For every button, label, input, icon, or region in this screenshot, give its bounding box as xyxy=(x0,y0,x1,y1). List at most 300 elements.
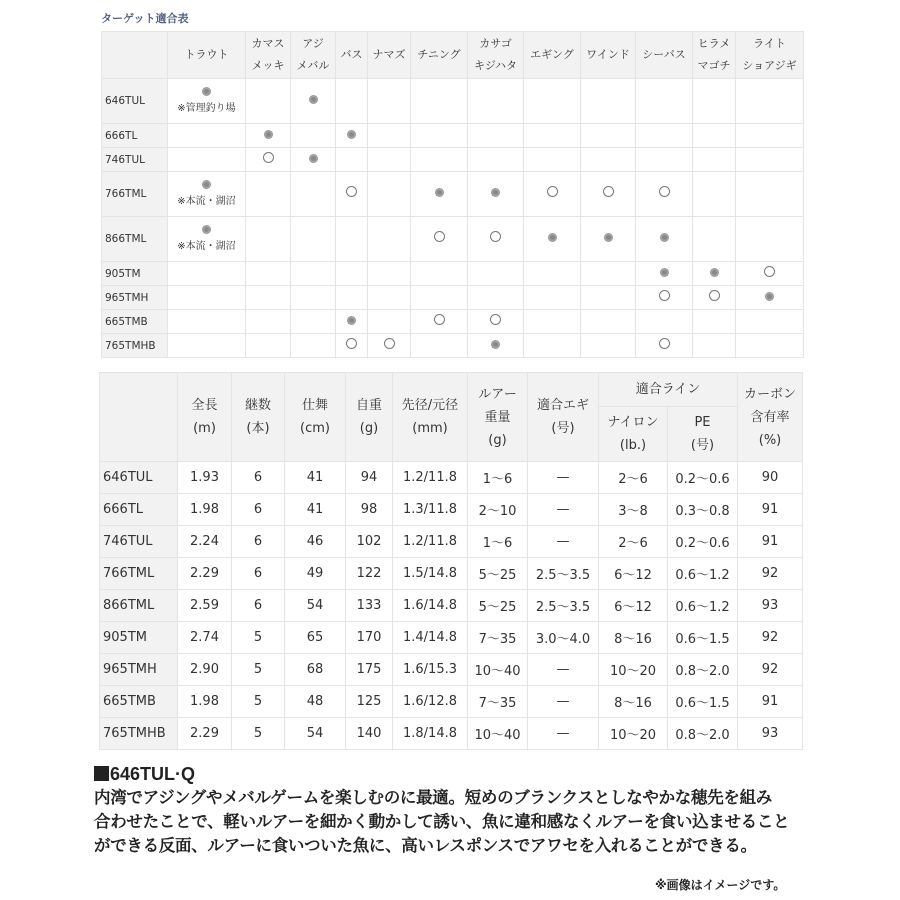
circle-icon xyxy=(263,152,274,163)
compat-cell xyxy=(524,172,581,217)
spec-cell-lure: 7〜35 xyxy=(468,686,528,718)
double-circle-icon xyxy=(347,316,356,325)
spec-cell-egi: — xyxy=(528,686,599,718)
compat-cell xyxy=(693,124,736,148)
spec-cell-nylon: 10〜20 xyxy=(599,654,668,686)
target-header-row xyxy=(102,32,804,79)
double-circle-icon xyxy=(309,154,318,163)
spec-cell-lure: 5〜25 xyxy=(468,590,528,622)
spec-cell-sections: 6 xyxy=(232,526,285,558)
spec-cell-nylon: 2〜6 xyxy=(599,526,668,558)
spec-cell-model: 746TUL xyxy=(100,526,178,558)
double-circle-icon xyxy=(264,130,273,139)
compat-cell xyxy=(336,124,368,148)
compat-cell xyxy=(368,262,411,286)
compat-cell xyxy=(524,79,581,124)
spec-cell-diameter: 1.6/12.8 xyxy=(393,686,468,718)
spec-cell-closed: 41 xyxy=(285,462,346,494)
spec-cell-length: 2.29 xyxy=(178,558,232,590)
spec-cell-weight: 102 xyxy=(346,526,393,558)
spec-cell-weight: 98 xyxy=(346,494,393,526)
compat-cell xyxy=(411,79,468,124)
compat-cell xyxy=(468,217,524,262)
compat-cell xyxy=(336,217,368,262)
spec-cell-weight: 175 xyxy=(346,654,393,686)
spec-cell-closed: 41 xyxy=(285,494,346,526)
compat-cell xyxy=(411,310,468,334)
spec-cell-sections: 6 xyxy=(232,462,285,494)
col-header: ワインド xyxy=(581,32,636,79)
double-circle-icon xyxy=(660,233,669,242)
spec-cell-closed: 49 xyxy=(285,558,346,590)
circle-icon xyxy=(659,290,670,301)
compat-cell xyxy=(411,124,468,148)
compat-cell xyxy=(336,172,368,217)
compat-cell xyxy=(368,286,411,310)
compat-cell xyxy=(336,262,368,286)
compat-cell xyxy=(411,286,468,310)
product-description xyxy=(94,762,814,858)
compat-cell xyxy=(736,217,804,262)
compat-cell xyxy=(468,172,524,217)
target-table-title: ターゲット適合表 xyxy=(101,12,189,25)
spec-cell-carbon: 93 xyxy=(738,590,803,622)
spec-cell-nylon: 8〜16 xyxy=(599,686,668,718)
compat-cell xyxy=(736,124,804,148)
compat-cell xyxy=(168,148,246,172)
compat-cell xyxy=(581,310,636,334)
spec-cell-nylon: 3〜8 xyxy=(599,494,668,526)
circle-icon xyxy=(709,290,720,301)
compat-cell xyxy=(246,217,291,262)
spec-cell-pe: 0.2〜0.6 xyxy=(668,526,738,558)
compat-cell xyxy=(368,310,411,334)
cell-note: ※管理釣り場 xyxy=(177,103,236,114)
compat-cell xyxy=(636,262,693,286)
spec-cell-length: 2.74 xyxy=(178,622,232,654)
compat-cell xyxy=(693,334,736,358)
spec-cell-closed: 54 xyxy=(285,590,346,622)
compat-cell xyxy=(291,217,336,262)
spec-cell-model: 905TM xyxy=(100,622,178,654)
model-label: 665TMB xyxy=(102,310,168,334)
compat-cell xyxy=(168,217,246,262)
target-row xyxy=(102,310,804,334)
col-header: トラウト xyxy=(168,32,246,79)
compat-cell xyxy=(693,148,736,172)
spec-cell-egi: — xyxy=(528,462,599,494)
spec-cell-egi: 2.5〜3.5 xyxy=(528,590,599,622)
double-circle-icon xyxy=(347,130,356,139)
spec-cell-weight: 94 xyxy=(346,462,393,494)
compat-cell xyxy=(693,286,736,310)
spec-cell-closed: 54 xyxy=(285,718,346,750)
double-circle-icon xyxy=(491,188,500,197)
spec-cell-carbon: 91 xyxy=(738,494,803,526)
spec-cell-model: 646TUL xyxy=(100,462,178,494)
col-header: ライト ショアジギ xyxy=(736,32,804,79)
image-footnote: ※画像はイメージです。 xyxy=(655,878,786,892)
spec-cell-egi: 3.0〜4.0 xyxy=(528,622,599,654)
compat-cell xyxy=(468,262,524,286)
compat-cell xyxy=(368,334,411,358)
spec-cell-lure: 1〜6 xyxy=(468,462,528,494)
spec-cell-lure: 10〜40 xyxy=(468,654,528,686)
compat-cell xyxy=(168,310,246,334)
target-row xyxy=(102,124,804,148)
spec-cell-length: 1.98 xyxy=(178,494,232,526)
spec-cell-lure: 1〜6 xyxy=(468,526,528,558)
spec-cell-lure: 2〜10 xyxy=(468,494,528,526)
compat-cell xyxy=(336,79,368,124)
square-bullet-icon xyxy=(94,766,109,781)
spec-cell-pe: 0.3〜0.8 xyxy=(668,494,738,526)
col-header: カマス メッキ xyxy=(246,32,291,79)
compat-cell xyxy=(246,148,291,172)
compat-cell xyxy=(168,79,246,124)
compat-cell xyxy=(636,172,693,217)
circle-icon xyxy=(490,314,501,325)
spec-cell-lure: 5〜25 xyxy=(468,558,528,590)
spec-cell-diameter: 1.6/15.3 xyxy=(393,654,468,686)
col-header: カサゴ キジハタ xyxy=(468,32,524,79)
compat-cell xyxy=(246,334,291,358)
double-circle-icon xyxy=(548,233,557,242)
compat-cell xyxy=(581,172,636,217)
spec-cell-diameter: 1.4/14.8 xyxy=(393,622,468,654)
compat-cell xyxy=(246,79,291,124)
double-circle-icon xyxy=(202,87,211,96)
compat-cell xyxy=(291,310,336,334)
compat-cell xyxy=(581,148,636,172)
spec-cell-lure: 7〜35 xyxy=(468,622,528,654)
spec-cell-pe: 0.6〜1.2 xyxy=(668,558,738,590)
compat-cell xyxy=(336,148,368,172)
compat-cell xyxy=(291,334,336,358)
spec-cell-weight: 170 xyxy=(346,622,393,654)
circle-icon xyxy=(764,266,775,277)
spec-row xyxy=(100,526,803,558)
double-circle-icon xyxy=(491,340,500,349)
spec-cell-length: 2.90 xyxy=(178,654,232,686)
target-compatibility-table xyxy=(101,31,804,358)
compat-cell xyxy=(524,148,581,172)
spec-cell-carbon: 91 xyxy=(738,686,803,718)
compat-cell xyxy=(411,217,468,262)
spec-cell-nylon: 8〜16 xyxy=(599,622,668,654)
compat-cell xyxy=(524,217,581,262)
col-header-length: 全長 (m) xyxy=(178,373,232,462)
compat-cell xyxy=(468,79,524,124)
compat-cell xyxy=(246,310,291,334)
cell-note: ※本流・湖沼 xyxy=(177,241,236,252)
compat-cell xyxy=(636,124,693,148)
product-heading: 646TUL·Q xyxy=(94,762,814,786)
spec-cell-carbon: 92 xyxy=(738,558,803,590)
spec-cell-carbon: 91 xyxy=(738,526,803,558)
spec-cell-egi: — xyxy=(528,494,599,526)
spec-cell-closed: 48 xyxy=(285,686,346,718)
compat-cell xyxy=(336,286,368,310)
circle-icon xyxy=(346,338,357,349)
spec-cell-closed: 46 xyxy=(285,526,346,558)
spec-cell-weight: 125 xyxy=(346,686,393,718)
compat-cell xyxy=(368,172,411,217)
spec-cell-sections: 6 xyxy=(232,558,285,590)
compat-cell xyxy=(524,286,581,310)
compat-cell xyxy=(636,79,693,124)
compat-cell xyxy=(524,310,581,334)
compat-cell xyxy=(693,217,736,262)
compat-cell xyxy=(411,172,468,217)
compat-cell xyxy=(291,124,336,148)
compat-cell xyxy=(468,148,524,172)
compat-cell xyxy=(581,124,636,148)
model-label: 965TMH xyxy=(102,286,168,310)
target-row xyxy=(102,334,804,358)
col-header: シーバス xyxy=(636,32,693,79)
compat-cell xyxy=(736,334,804,358)
double-circle-icon xyxy=(202,225,211,234)
circle-icon xyxy=(490,231,501,242)
compat-cell xyxy=(246,172,291,217)
spec-cell-sections: 5 xyxy=(232,622,285,654)
compat-cell xyxy=(581,79,636,124)
compat-cell xyxy=(736,286,804,310)
spec-row xyxy=(100,718,803,750)
circle-icon xyxy=(384,338,395,349)
compat-cell xyxy=(636,217,693,262)
spec-cell-diameter: 1.6/14.8 xyxy=(393,590,468,622)
compat-cell xyxy=(581,286,636,310)
spec-cell-egi: — xyxy=(528,654,599,686)
spec-cell-weight: 133 xyxy=(346,590,393,622)
col-header-closed: 仕舞 (cm) xyxy=(285,373,346,462)
spec-table xyxy=(99,372,803,750)
target-row xyxy=(102,217,804,262)
compat-cell xyxy=(246,262,291,286)
spec-cell-egi: — xyxy=(528,718,599,750)
compat-cell xyxy=(368,217,411,262)
compat-cell xyxy=(581,262,636,286)
spec-cell-carbon: 92 xyxy=(738,654,803,686)
double-circle-icon xyxy=(765,292,774,301)
spec-cell-carbon: 92 xyxy=(738,622,803,654)
spec-row xyxy=(100,494,803,526)
spec-cell-sections: 5 xyxy=(232,718,285,750)
compat-cell xyxy=(736,148,804,172)
compat-cell xyxy=(411,334,468,358)
spec-cell-model: 666TL xyxy=(100,494,178,526)
circle-icon xyxy=(603,186,614,197)
compat-cell xyxy=(168,286,246,310)
compat-cell xyxy=(291,262,336,286)
model-label: 646TUL xyxy=(102,79,168,124)
spec-cell-pe: 0.8〜2.0 xyxy=(668,718,738,750)
spec-cell-pe: 0.6〜1.5 xyxy=(668,622,738,654)
col-header-nylon: ナイロン (lb.) xyxy=(599,407,668,462)
spec-cell-nylon: 2〜6 xyxy=(599,462,668,494)
compat-cell xyxy=(468,286,524,310)
spec-row xyxy=(100,654,803,686)
spec-cell-pe: 0.2〜0.6 xyxy=(668,462,738,494)
compat-cell xyxy=(693,79,736,124)
spec-cell-diameter: 1.3/11.8 xyxy=(393,494,468,526)
compat-cell xyxy=(581,217,636,262)
compat-cell xyxy=(693,262,736,286)
circle-icon xyxy=(659,186,670,197)
compat-cell xyxy=(168,124,246,148)
compat-cell xyxy=(368,124,411,148)
col-header-pe: PE (号) xyxy=(668,407,738,462)
spec-cell-weight: 140 xyxy=(346,718,393,750)
col-header-egi: 適合エギ (号) xyxy=(528,373,599,462)
spec-cell-nylon: 10〜20 xyxy=(599,718,668,750)
compat-cell xyxy=(636,334,693,358)
spec-cell-model: 965TMH xyxy=(100,654,178,686)
model-label: 765TMHB xyxy=(102,334,168,358)
double-circle-icon xyxy=(435,188,444,197)
double-circle-icon xyxy=(309,95,318,104)
double-circle-icon xyxy=(710,268,719,277)
spec-cell-egi: 2.5〜3.5 xyxy=(528,558,599,590)
compat-cell xyxy=(736,310,804,334)
compat-cell xyxy=(291,148,336,172)
spec-cell-sections: 5 xyxy=(232,686,285,718)
spec-row xyxy=(100,590,803,622)
col-header: チニング xyxy=(411,32,468,79)
compat-cell xyxy=(693,172,736,217)
compat-cell xyxy=(736,79,804,124)
compat-cell xyxy=(336,310,368,334)
target-row xyxy=(102,262,804,286)
spec-cell-length: 1.98 xyxy=(178,686,232,718)
spec-cell-nylon: 6〜12 xyxy=(599,590,668,622)
spec-cell-carbon: 93 xyxy=(738,718,803,750)
compat-cell xyxy=(168,334,246,358)
spec-cell-sections: 5 xyxy=(232,654,285,686)
circle-icon xyxy=(434,314,445,325)
compat-cell xyxy=(736,262,804,286)
spec-cell-diameter: 1.2/11.8 xyxy=(393,462,468,494)
compat-cell xyxy=(636,310,693,334)
corner-cell xyxy=(100,373,178,462)
target-row xyxy=(102,148,804,172)
compat-cell xyxy=(524,262,581,286)
double-circle-icon xyxy=(660,268,669,277)
col-header-line: 適合ライン xyxy=(599,373,738,407)
description-line: ができる反面、ルアーに食いついた魚に、高いレスポンスでアワセを入れることができる。 xyxy=(94,836,757,855)
col-header-carbon: カーボン 含有率 (%) xyxy=(738,373,803,462)
spec-cell-lure: 10〜40 xyxy=(468,718,528,750)
compat-cell xyxy=(636,148,693,172)
spec-cell-egi: — xyxy=(528,526,599,558)
spec-cell-model: 765TMHB xyxy=(100,718,178,750)
cell-note: ※本流・湖沼 xyxy=(177,196,236,207)
spec-header-row xyxy=(100,373,803,407)
model-label: 666TL xyxy=(102,124,168,148)
model-label: 905TM xyxy=(102,262,168,286)
spec-row xyxy=(100,558,803,590)
spec-row xyxy=(100,686,803,718)
compat-cell xyxy=(468,124,524,148)
compat-cell xyxy=(291,172,336,217)
compat-cell xyxy=(291,79,336,124)
compat-cell xyxy=(468,310,524,334)
circle-icon xyxy=(547,186,558,197)
target-row xyxy=(102,286,804,310)
spec-cell-length: 2.59 xyxy=(178,590,232,622)
col-header: ヒラメ マゴチ xyxy=(693,32,736,79)
compat-cell xyxy=(736,172,804,217)
compat-cell xyxy=(168,172,246,217)
target-row xyxy=(102,79,804,124)
spec-cell-sections: 6 xyxy=(232,494,285,526)
compat-cell xyxy=(368,148,411,172)
compat-cell xyxy=(246,286,291,310)
spec-cell-length: 2.29 xyxy=(178,718,232,750)
compat-cell xyxy=(524,334,581,358)
compat-cell xyxy=(524,124,581,148)
model-label: 866TML xyxy=(102,217,168,262)
spec-cell-carbon: 90 xyxy=(738,462,803,494)
spec-cell-model: 766TML xyxy=(100,558,178,590)
circle-icon xyxy=(346,186,357,197)
spec-cell-nylon: 6〜12 xyxy=(599,558,668,590)
spec-cell-diameter: 1.5/14.8 xyxy=(393,558,468,590)
col-header: バス xyxy=(336,32,368,79)
double-circle-icon xyxy=(604,233,613,242)
circle-icon xyxy=(434,231,445,242)
spec-cell-closed: 65 xyxy=(285,622,346,654)
compat-cell xyxy=(246,124,291,148)
compat-cell xyxy=(411,148,468,172)
col-header: エギング xyxy=(524,32,581,79)
spec-row xyxy=(100,462,803,494)
compat-cell xyxy=(411,262,468,286)
double-circle-icon xyxy=(202,180,211,189)
spec-cell-model: 866TML xyxy=(100,590,178,622)
model-label: 766TML xyxy=(102,172,168,217)
col-header: アジ メバル xyxy=(291,32,336,79)
compat-cell xyxy=(581,334,636,358)
compat-cell xyxy=(168,262,246,286)
description-line: 内湾でアジングやメバルゲームを楽しむのに最適。短めのブランクスとしなやかな穂先を組み xyxy=(94,788,773,807)
circle-icon xyxy=(659,338,670,349)
col-header-weight: 自重 (g) xyxy=(346,373,393,462)
spec-cell-pe: 0.6〜1.2 xyxy=(668,590,738,622)
compat-cell xyxy=(468,334,524,358)
spec-cell-weight: 122 xyxy=(346,558,393,590)
compat-cell xyxy=(336,334,368,358)
col-header: ナマズ xyxy=(368,32,411,79)
compat-cell xyxy=(636,286,693,310)
spec-cell-sections: 6 xyxy=(232,590,285,622)
model-label: 746TUL xyxy=(102,148,168,172)
spec-cell-model: 665TMB xyxy=(100,686,178,718)
spec-cell-pe: 0.8〜2.0 xyxy=(668,654,738,686)
corner-cell xyxy=(102,32,168,79)
spec-cell-length: 1.93 xyxy=(178,462,232,494)
spec-cell-length: 2.24 xyxy=(178,526,232,558)
target-row xyxy=(102,172,804,217)
spec-row xyxy=(100,622,803,654)
col-header-sections: 継数 (本) xyxy=(232,373,285,462)
col-header-diameter: 先径/元径 (mm) xyxy=(393,373,468,462)
spec-cell-pe: 0.6〜1.5 xyxy=(668,686,738,718)
description-line: 合わせたことで、軽いルアーを細かく動かして誘い、魚に違和感なくルアーを食い込ませること xyxy=(94,812,790,831)
compat-cell xyxy=(291,286,336,310)
